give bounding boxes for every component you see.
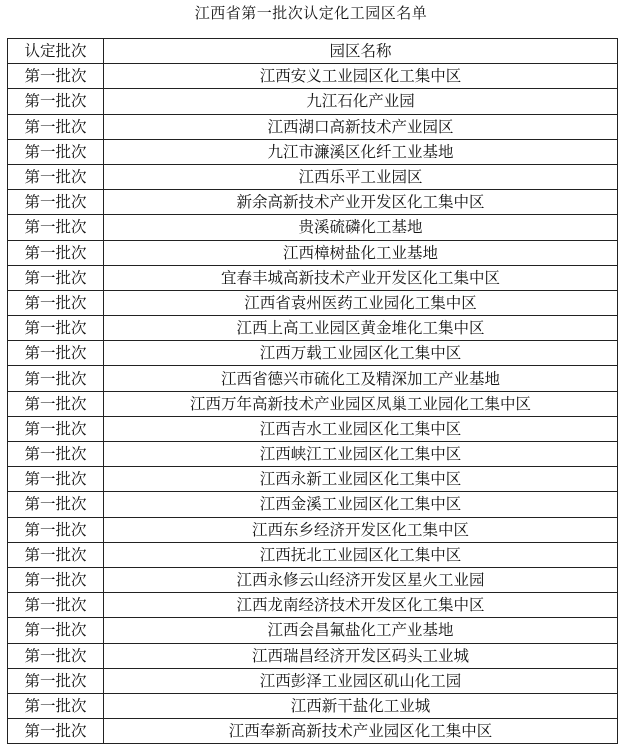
batch-cell: 第一批次 (8, 240, 104, 265)
table-row (8, 391, 618, 416)
table-row (8, 290, 618, 315)
batch-cell: 第一批次 (8, 442, 104, 467)
batch-cell: 第一批次 (8, 719, 104, 744)
park-name-cell: 贵溪硫磷化工基地 (104, 215, 618, 240)
batch-cell: 第一批次 (8, 517, 104, 542)
park-name-cell: 九江石化产业园 (104, 89, 618, 114)
table-row (8, 215, 618, 240)
park-name-cell: 江西樟树盐化工业基地 (104, 240, 618, 265)
table-row (8, 492, 618, 517)
batch-cell: 第一批次 (8, 467, 104, 492)
table-row (8, 567, 618, 592)
park-name-cell: 江西湖口高新技术产业园区 (104, 114, 618, 139)
park-name-cell: 江西会昌氟盐化工产业基地 (104, 618, 618, 643)
table-row (8, 139, 618, 164)
park-name-cell: 九江市濂溪区化纤工业基地 (104, 139, 618, 164)
table-row (8, 240, 618, 265)
batch-cell: 第一批次 (8, 693, 104, 718)
table-row (8, 542, 618, 567)
column-header-park-name: 园区名称 (104, 39, 618, 64)
table-row (8, 164, 618, 189)
table-row (8, 693, 618, 718)
table-row (8, 366, 618, 391)
park-name-cell: 江西吉水工业园区化工集中区 (104, 416, 618, 441)
table-row (8, 416, 618, 441)
batch-cell: 第一批次 (8, 366, 104, 391)
batch-cell: 第一批次 (8, 593, 104, 618)
table-row (8, 719, 618, 744)
park-name-cell: 江西东乡经济开发区化工集中区 (104, 517, 618, 542)
table-row (8, 114, 618, 139)
batch-cell: 第一批次 (8, 114, 104, 139)
batch-cell: 第一批次 (8, 290, 104, 315)
batch-cell: 第一批次 (8, 341, 104, 366)
table-row (8, 442, 618, 467)
batch-cell: 第一批次 (8, 416, 104, 441)
batch-cell: 第一批次 (8, 64, 104, 89)
batch-cell: 第一批次 (8, 316, 104, 341)
table-row (8, 190, 618, 215)
park-name-cell: 宜春丰城高新技术产业开发区化工集中区 (104, 265, 618, 290)
park-name-cell: 江西永修云山经济开发区星火工业园 (104, 567, 618, 592)
park-name-cell: 江西乐平工业园区 (104, 164, 618, 189)
park-name-cell: 江西奉新高新技术产业园区化工集中区 (104, 719, 618, 744)
batch-cell: 第一批次 (8, 164, 104, 189)
batch-cell: 第一批次 (8, 668, 104, 693)
batch-cell: 第一批次 (8, 190, 104, 215)
park-name-cell: 江西彭泽工业园区矶山化工园 (104, 668, 618, 693)
park-name-cell: 江西新干盐化工业城 (104, 693, 618, 718)
chemical-park-table (7, 38, 618, 744)
batch-cell: 第一批次 (8, 265, 104, 290)
table-row (8, 265, 618, 290)
park-name-cell: 江西万年高新技术产业园区凤巢工业园化工集中区 (104, 391, 618, 416)
table-row (8, 668, 618, 693)
table-row (8, 593, 618, 618)
park-name-cell: 新余高新技术产业开发区化工集中区 (104, 190, 618, 215)
table-row (8, 517, 618, 542)
table-row (8, 467, 618, 492)
table-body (8, 64, 618, 744)
park-name-cell: 江西龙南经济技术开发区化工集中区 (104, 593, 618, 618)
table-row (8, 316, 618, 341)
table-row (8, 341, 618, 366)
batch-cell: 第一批次 (8, 567, 104, 592)
park-name-cell: 江西安义工业园区化工集中区 (104, 64, 618, 89)
table-header-row (8, 39, 618, 64)
park-name-cell: 江西省德兴市硫化工及精深加工产业基地 (104, 366, 618, 391)
table-row (8, 64, 618, 89)
batch-cell: 第一批次 (8, 542, 104, 567)
column-header-batch: 认定批次 (8, 39, 104, 64)
table-row (8, 89, 618, 114)
park-name-cell: 江西上高工业园区黄金堆化工集中区 (104, 316, 618, 341)
table-row (8, 643, 618, 668)
park-name-cell: 江西抚北工业园区化工集中区 (104, 542, 618, 567)
batch-cell: 第一批次 (8, 89, 104, 114)
batch-cell: 第一批次 (8, 215, 104, 240)
batch-cell: 第一批次 (8, 391, 104, 416)
park-name-cell: 江西万载工业园区化工集中区 (104, 341, 618, 366)
batch-cell: 第一批次 (8, 643, 104, 668)
batch-cell: 第一批次 (8, 492, 104, 517)
batch-cell: 第一批次 (8, 139, 104, 164)
park-name-cell: 江西永新工业园区化工集中区 (104, 467, 618, 492)
park-name-cell: 江西省袁州医药工业园化工集中区 (104, 290, 618, 315)
table-row (8, 618, 618, 643)
park-name-cell: 江西瑞昌经济开发区码头工业城 (104, 643, 618, 668)
park-name-cell: 江西峡江工业园区化工集中区 (104, 442, 618, 467)
batch-cell: 第一批次 (8, 618, 104, 643)
page-title: 江西省第一批次认定化工园区名单 (194, 4, 428, 22)
park-name-cell: 江西金溪工业园区化工集中区 (104, 492, 618, 517)
